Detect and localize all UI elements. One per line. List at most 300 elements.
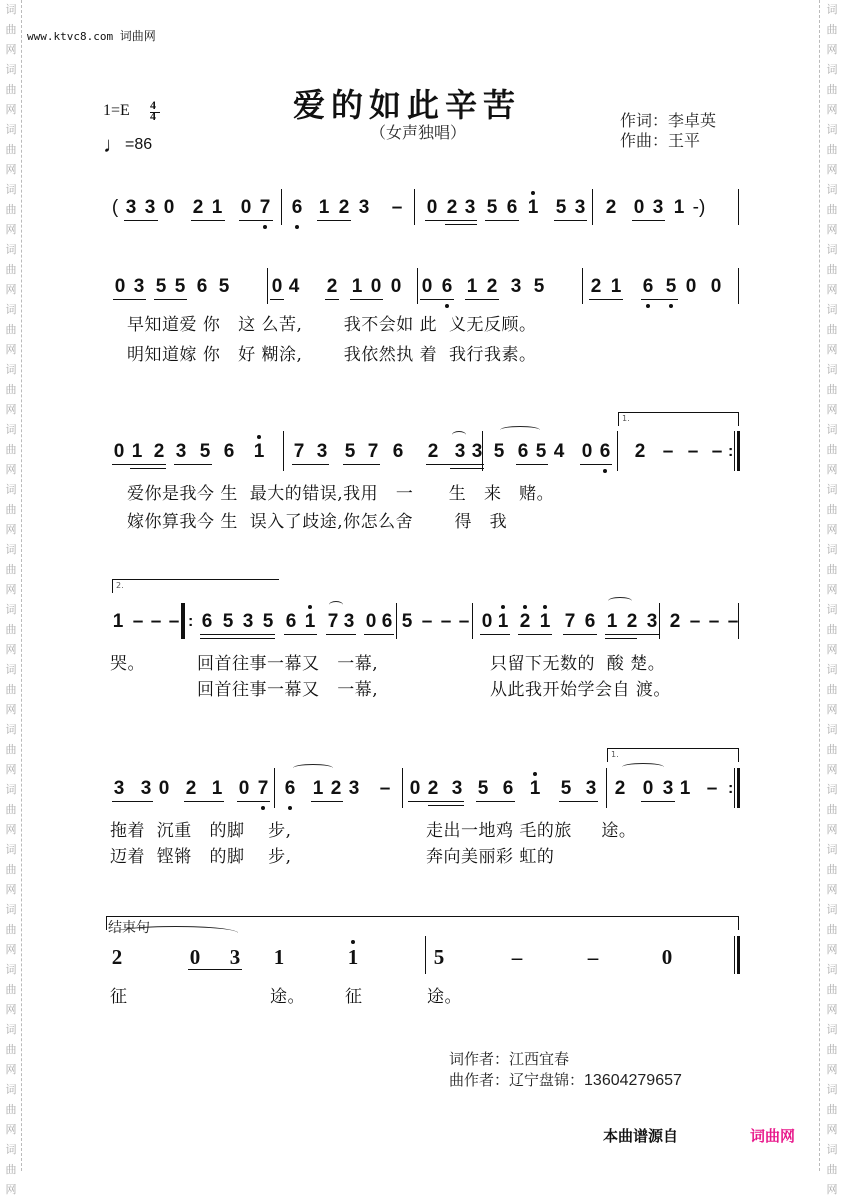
note: 5 — [555, 197, 567, 218]
lyrics-verse-2-b: 从此我开始学会自 渡。 — [490, 680, 671, 700]
watermark-char: 曲 — [5, 803, 17, 816]
watermark-char: 网 — [826, 1123, 838, 1136]
lyrics-verse-2: 明知道嫁 你 好 糊涂, 我依然执 着 我行我素。 — [127, 345, 537, 365]
watermark-char: 词 — [5, 63, 17, 76]
dash-extension: – — [379, 778, 391, 799]
repeat-start-barline — [181, 603, 184, 639]
note: 0 — [189, 945, 201, 969]
watermark-char: 词 — [5, 183, 17, 196]
watermark-char: 词 — [826, 783, 838, 796]
note: 7 — [259, 197, 271, 218]
watermark-char: 词 — [5, 1083, 17, 1096]
note: 3 — [585, 778, 597, 799]
time-signature — [150, 100, 156, 122]
watermark-char: 网 — [826, 883, 838, 896]
high-octave-dot — [531, 191, 535, 195]
high-octave-dot — [308, 605, 312, 609]
note: 2 — [326, 276, 338, 297]
composer-credit: 作曲：王平 — [620, 131, 701, 150]
underline — [154, 299, 187, 300]
source-brand-link[interactable]: 词曲网 — [750, 1127, 796, 1145]
watermark-char: 曲 — [826, 383, 838, 396]
barline — [582, 268, 583, 304]
watermark-char: 词 — [826, 123, 838, 136]
lyrics-verse-2-a: 迈着 铿锵 的脚 步, — [110, 847, 292, 867]
note: 1 — [527, 197, 539, 218]
barline — [738, 268, 739, 304]
watermark-char: 网 — [5, 343, 17, 356]
slur-arc — [500, 426, 540, 434]
dash-extension: – — [662, 441, 674, 462]
barline — [617, 431, 618, 471]
note: 1 — [131, 441, 143, 462]
note: 5 — [477, 778, 489, 799]
underline — [485, 220, 519, 221]
note: 1 — [273, 945, 285, 969]
low-octave-dot — [646, 304, 650, 308]
score-row-5 — [0, 750, 842, 878]
underline — [188, 969, 242, 970]
lyrics-verse-1-a: 回首往事一幕又 一幕, — [197, 654, 379, 674]
underline — [476, 801, 515, 802]
underline — [343, 464, 380, 465]
watermark-char: 网 — [826, 523, 838, 536]
note: 2 — [614, 778, 626, 799]
note: 2 — [634, 441, 646, 462]
note: 2 — [338, 197, 350, 218]
note: 6 — [284, 778, 296, 799]
underline — [270, 299, 284, 300]
watermark-char: 网 — [5, 583, 17, 596]
watermark-char: 曲 — [5, 623, 17, 636]
watermark-char: 曲 — [5, 143, 17, 156]
watermark-char: 曲 — [5, 443, 17, 456]
underline — [480, 634, 510, 635]
low-octave-dot — [261, 806, 265, 810]
underline — [641, 801, 675, 802]
slur-arc — [622, 763, 664, 771]
watermark-char: 词 — [5, 903, 17, 916]
repeat-start-barline-thick — [184, 603, 185, 639]
underline — [516, 464, 548, 465]
barline — [283, 431, 284, 471]
underline — [184, 801, 224, 802]
watermark-char: 曲 — [826, 1043, 838, 1056]
dash-extension: – — [511, 945, 523, 969]
barline — [267, 268, 268, 304]
note: 2 — [669, 611, 681, 632]
note: 0 — [114, 276, 126, 297]
underline — [112, 801, 153, 802]
note: 1 — [606, 611, 618, 632]
note: 3 — [125, 197, 137, 218]
low-octave-dot — [263, 225, 267, 229]
high-octave-dot — [257, 435, 261, 439]
watermark-char: 曲 — [826, 743, 838, 756]
watermark-char: 词 — [826, 723, 838, 736]
watermark-char: 网 — [5, 1063, 17, 1076]
watermark-char: 曲 — [5, 1163, 17, 1176]
dash-extension: – — [711, 441, 723, 462]
volta-label: 1. — [622, 414, 630, 423]
watermark-char: 词 — [826, 483, 838, 496]
watermark-char: 词 — [826, 3, 838, 16]
underline — [200, 634, 275, 635]
note: 3 — [471, 441, 483, 462]
note: 5 — [486, 197, 498, 218]
underline — [420, 299, 454, 300]
lyrics-verse-2-a: 回首往事一幕又 一幕, — [197, 680, 379, 700]
watermark-char: 词 — [826, 363, 838, 376]
watermark-char: 曲 — [5, 863, 17, 876]
high-octave-dot — [533, 772, 537, 776]
note: 6 — [506, 197, 518, 218]
note: 5 — [344, 441, 356, 462]
note: 3 — [662, 778, 674, 799]
note: 5 — [560, 778, 572, 799]
note: 6 — [285, 611, 297, 632]
watermark-char: 曲 — [5, 323, 17, 336]
note: 6 — [381, 611, 393, 632]
note: 5 — [665, 276, 677, 297]
watermark-char: 词 — [826, 603, 838, 616]
note: 4 — [288, 276, 300, 297]
watermark-char: 网 — [826, 163, 838, 176]
repeat-colon: : — [728, 443, 734, 460]
watermark-char: 曲 — [826, 443, 838, 456]
watermark-char: 网 — [5, 163, 17, 176]
dash-extension: – — [708, 611, 720, 632]
watermark-char: 词 — [826, 963, 838, 976]
dash-extension: – — [689, 611, 701, 632]
watermark-char: 网 — [826, 343, 838, 356]
watermark-char: 曲 — [5, 383, 17, 396]
note: 5 — [493, 441, 505, 462]
underline — [350, 299, 383, 300]
note: 7 — [367, 441, 379, 462]
note: 3 — [144, 197, 156, 218]
tempo-marking — [103, 132, 152, 158]
note: 3 — [646, 611, 658, 632]
note: 1 — [679, 778, 691, 799]
repeat-colon: : — [188, 613, 194, 630]
watermark-char: 曲 — [826, 563, 838, 576]
dash-extension: – — [727, 611, 739, 632]
repeat-end-barline-thick — [737, 431, 740, 471]
watermark-char: 曲 — [826, 983, 838, 996]
lyrics-verse-1: 早知道爱 你 这 么苦, 我不会如 此 义无反顾。 — [127, 315, 537, 335]
note: 2 — [330, 778, 342, 799]
barline — [659, 603, 660, 639]
low-octave-dot — [295, 225, 299, 229]
high-octave-dot — [501, 605, 505, 609]
note: 0 — [240, 197, 252, 218]
underline — [112, 464, 166, 465]
watermark-char: 词 — [826, 423, 838, 436]
watermark-char: 网 — [826, 403, 838, 416]
note: 7 — [293, 441, 305, 462]
watermark-char: 词 — [5, 723, 17, 736]
watermark-char: 网 — [5, 943, 17, 956]
watermark-char: 网 — [5, 1003, 17, 1016]
watermark-char: 曲 — [826, 83, 838, 96]
dash-extension: – — [687, 441, 699, 462]
slur-arc — [113, 926, 238, 940]
note: 1 — [304, 611, 316, 632]
watermark-char: 网 — [826, 943, 838, 956]
repeat-end-barline — [734, 768, 735, 808]
note: 2 — [427, 778, 439, 799]
watermark-char: 词 — [5, 423, 17, 436]
note: 1 — [529, 778, 541, 799]
volta-label: 1. — [611, 750, 619, 759]
note: 6 — [201, 611, 213, 632]
note: 0 — [481, 611, 493, 632]
underline — [326, 634, 356, 635]
high-octave-dot — [543, 605, 547, 609]
score-row-3 — [0, 414, 842, 541]
watermark-char: 网 — [5, 823, 17, 836]
note: 0 — [365, 611, 377, 632]
barline — [417, 268, 418, 304]
note: 5 — [199, 441, 211, 462]
underline — [191, 220, 225, 221]
high-octave-dot — [351, 940, 355, 944]
volta-label: 2. — [116, 581, 124, 590]
note: 3 — [316, 441, 328, 462]
lyric-author: 词作者：江西宜春 — [449, 1050, 570, 1068]
lyric-syllable: 征 — [110, 987, 128, 1007]
watermark-char: 网 — [5, 43, 17, 56]
note: 7 — [257, 778, 269, 799]
low-octave-dot — [669, 304, 673, 308]
watermark-char: 网 — [5, 643, 17, 656]
note: 3 — [574, 197, 586, 218]
watermark-char: 曲 — [826, 683, 838, 696]
source-label: 本曲谱源自 — [603, 1127, 679, 1145]
underline — [563, 634, 597, 635]
watermark-char: 网 — [826, 703, 838, 716]
barline — [425, 936, 426, 974]
watermark-char: 曲 — [5, 983, 17, 996]
watermark-char: 网 — [826, 283, 838, 296]
watermark-char: 网 — [5, 223, 17, 236]
note: 6 — [599, 441, 611, 462]
slur-arc — [608, 597, 632, 605]
time-signature-bottom: 4 — [150, 109, 156, 123]
note: 5 — [174, 276, 186, 297]
lyrics-verse-1: 爱你是我今 生 最大的错误,我用 一 生 来 赌。 — [127, 484, 555, 504]
note: 0 — [685, 276, 697, 297]
watermark-char: 曲 — [5, 23, 17, 36]
slur-arc — [293, 764, 333, 772]
underline — [465, 299, 499, 300]
watermark-char: 词 — [5, 603, 17, 616]
lyrics-verse-2: 嫁你算我今 生 误入了歧途,你怎么舍 得 我 — [127, 512, 508, 532]
watermark-char: 词 — [5, 243, 17, 256]
watermark-char: 网 — [826, 463, 838, 476]
watermark-char: 词 — [5, 3, 17, 16]
underline — [580, 464, 612, 465]
note: 3 — [133, 276, 145, 297]
coda-label: 结束句 — [108, 920, 150, 936]
watermark-char: 曲 — [826, 1103, 838, 1116]
watermark-char: 词 — [826, 243, 838, 256]
repeat-end-barline — [734, 431, 735, 471]
song-title: 爱的如此辛苦 — [293, 86, 522, 124]
note: 3 — [113, 778, 125, 799]
low-octave-dot — [445, 304, 449, 308]
note: 1 — [351, 276, 363, 297]
underline — [317, 220, 351, 221]
repeat-end-barline-thick — [737, 768, 740, 808]
note: 5 — [535, 441, 547, 462]
watermark-char: 词 — [5, 543, 17, 556]
dash-extension: – — [168, 611, 180, 632]
watermark-char: 曲 — [5, 203, 17, 216]
note: 5 — [262, 611, 274, 632]
watermark-char: 词 — [826, 63, 838, 76]
note: 3 — [451, 778, 463, 799]
underline-double — [450, 468, 484, 469]
underline-double — [428, 805, 464, 806]
underline — [113, 299, 146, 300]
note: 0 — [581, 441, 593, 462]
tie-arc — [452, 431, 466, 439]
note: 0 — [158, 778, 170, 799]
low-octave-dot — [603, 469, 607, 473]
barline — [414, 189, 415, 225]
note: 0 — [642, 778, 654, 799]
watermark-char: 网 — [826, 223, 838, 236]
underline — [425, 220, 477, 221]
note: 3 — [140, 778, 152, 799]
note: 3 — [343, 611, 355, 632]
underline — [174, 464, 212, 465]
watermark-char: 词 — [826, 903, 838, 916]
note: 3 — [348, 778, 360, 799]
score-row-6-coda — [0, 920, 842, 1046]
barline — [592, 189, 593, 225]
note: 1 — [539, 611, 551, 632]
lyric-syllable: 途。 — [427, 987, 462, 1007]
underline-double — [130, 468, 166, 469]
note: 7 — [327, 611, 339, 632]
dash-extension: – — [587, 945, 599, 969]
note: 6 — [223, 441, 235, 462]
watermark-char: 词 — [826, 1143, 838, 1156]
note: 4 — [553, 441, 565, 462]
note: 6 — [291, 197, 303, 218]
watermark-char: 词 — [5, 363, 17, 376]
note: 0 — [113, 441, 125, 462]
watermark-char: 网 — [5, 403, 17, 416]
close-paren: -) — [692, 197, 706, 218]
barline — [274, 768, 275, 808]
music-author — [449, 1069, 682, 1090]
underline — [237, 801, 270, 802]
note: 6 — [517, 441, 529, 462]
watermark-char: 词 — [5, 123, 17, 136]
lyric-syllable: 征 — [345, 987, 363, 1007]
watermark-char: 词 — [5, 783, 17, 796]
dash-extension: – — [421, 611, 433, 632]
underline — [426, 464, 484, 465]
watermark-char: 网 — [826, 103, 838, 116]
dash-extension: – — [391, 197, 403, 218]
note: 6 — [502, 778, 514, 799]
note: 7 — [564, 611, 576, 632]
note: 6 — [441, 276, 453, 297]
note: 0 — [710, 276, 722, 297]
note: 0 — [163, 197, 175, 218]
watermark-char: 词 — [826, 1023, 838, 1036]
lyrics-verse-1-a: 拖着 沉重 的脚 步, — [110, 821, 292, 841]
watermark-char: 网 — [5, 283, 17, 296]
watermark-char: 曲 — [5, 743, 17, 756]
note: 0 — [271, 276, 283, 297]
note: 2 — [185, 778, 197, 799]
volta-bracket-1 — [607, 748, 739, 762]
note: 0 — [426, 197, 438, 218]
note: 6 — [584, 611, 596, 632]
watermark-char: 词 — [5, 1143, 17, 1156]
underline — [408, 801, 464, 802]
note: 3 — [175, 441, 187, 462]
watermark-char: 网 — [826, 1003, 838, 1016]
note: 2 — [486, 276, 498, 297]
watermark-char: 曲 — [5, 503, 17, 516]
note: 2 — [111, 945, 123, 969]
underline — [239, 220, 273, 221]
watermark-char: 网 — [5, 703, 17, 716]
watermark-char: 网 — [826, 823, 838, 836]
note: 3 — [454, 441, 466, 462]
note: 0 — [633, 197, 645, 218]
low-octave-dot — [288, 806, 292, 810]
watermark-char: 词 — [5, 303, 17, 316]
underline — [124, 220, 158, 221]
watermark-char: 网 — [826, 643, 838, 656]
open-paren: ( — [111, 197, 119, 218]
site-name: 词曲网 — [119, 29, 156, 43]
watermark-char: 词 — [5, 963, 17, 976]
lyrics-verse-1-ending: 哭。 — [110, 654, 145, 674]
underline — [589, 299, 623, 300]
watermark-char: 曲 — [5, 563, 17, 576]
tie-arc — [329, 601, 343, 609]
note: 2 — [446, 197, 458, 218]
watermark-char: 网 — [5, 763, 17, 776]
high-octave-dot — [523, 605, 527, 609]
score-row-4 — [0, 581, 842, 711]
time-signature-bar — [150, 112, 160, 113]
watermark-char: 曲 — [5, 83, 17, 96]
note: 1 — [610, 276, 622, 297]
barline — [738, 189, 739, 225]
watermark-char: 词 — [5, 843, 17, 856]
note: 2 — [626, 611, 638, 632]
note: 0 — [370, 276, 382, 297]
watermark-char: 词 — [5, 483, 17, 496]
underline — [364, 634, 394, 635]
dash-extension: – — [150, 611, 162, 632]
note: 1 — [673, 197, 685, 218]
note: 3 — [464, 197, 476, 218]
watermark-char: 网 — [5, 463, 17, 476]
watermark-char: 曲 — [5, 1103, 17, 1116]
watermark-char: 网 — [826, 1063, 838, 1076]
